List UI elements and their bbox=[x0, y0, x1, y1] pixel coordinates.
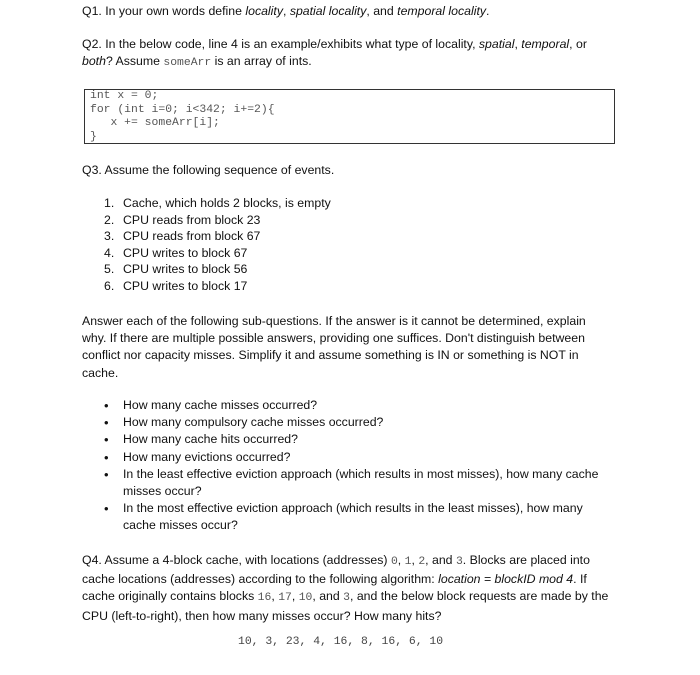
list-item: • How many evictions occurred? bbox=[104, 449, 291, 465]
list-item: 4. CPU writes to block 67 bbox=[104, 245, 248, 260]
bullet-icon: • bbox=[104, 398, 109, 413]
bullet-icon: • bbox=[104, 501, 109, 517]
code-line: for (int i=0; i<342; i+=2){ bbox=[90, 103, 275, 116]
event-list bbox=[104, 195, 331, 295]
list-item: • In the least effective eviction approach (which results in most misses), how many cache misses occur? bbox=[104, 466, 599, 499]
term-both: both bbox=[82, 54, 106, 69]
code-line: } bbox=[90, 130, 97, 143]
list-item: 3. CPU reads from block 67 bbox=[104, 229, 261, 244]
list-item: • How many cache hits occurred? bbox=[104, 432, 298, 448]
bullet-icon: • bbox=[104, 449, 109, 465]
subquestion-list bbox=[104, 397, 614, 535]
question-3-instructions: Answer each of the following sub-questions. If the answer is it cannot be determined, explain why. If there are multiple possible answers, providing one suffices. Don't distinguish between conflict nor capacity misses. Simplify it and assume something is IN or something is NOT in cache. bbox=[82, 314, 586, 380]
bullet-icon: • bbox=[104, 466, 109, 482]
placement-formula: location = blockID mod 4 bbox=[438, 572, 574, 587]
question-2: Q2. In the below code, line 4 is an example/exhibits what type of locality, spatial, temporal, or both? Assume someArr is an array of ints. bbox=[82, 37, 587, 70]
code-line: x += someArr[i]; bbox=[90, 117, 220, 130]
list-item: • How many cache misses occurred? bbox=[104, 398, 318, 413]
code-line: int x = 0; bbox=[90, 90, 159, 102]
block-request-sequence: 10, 3, 23, 4, 16, 8, 16, 6, 10 bbox=[238, 636, 444, 648]
question-1: Q1. In your own words define locality, spatial locality, and temporal locality. bbox=[82, 4, 490, 18]
term-temporal-locality: temporal locality bbox=[397, 4, 487, 18]
list-item: • How many compulsory cache misses occurred? bbox=[104, 415, 384, 431]
list-item: 2. CPU reads from block 23 bbox=[104, 212, 261, 227]
bullet-icon: • bbox=[104, 432, 109, 448]
term-temporal: temporal bbox=[521, 37, 570, 51]
question-4: Q4. Assume a 4-block cache, with locations (addresses) 0, 1, 2, and 3. Blocks are placed into cache locations (addresses) according to the following algorithm: location = blockID mod 4. If cache originally contains blocks 16, 17, 10, and 3, and the below block requests are made by the CPU (left-to-right), then how many misses occur? How many hits? bbox=[82, 553, 609, 623]
list-item: 1. Cache, which holds 2 blocks, is empty bbox=[104, 196, 331, 210]
list-item: • In the most effective eviction approach (which results in the least misses), how many cache misses occur? bbox=[104, 501, 583, 533]
code-block bbox=[84, 89, 615, 144]
question-3-intro: Q3. Assume the following sequence of events. bbox=[82, 163, 335, 177]
term-locality: locality bbox=[245, 4, 283, 18]
term-spatial: spatial bbox=[478, 37, 515, 51]
list-item: 6. CPU writes to block 17 bbox=[104, 278, 248, 293]
list-item: 5. CPU writes to block 56 bbox=[104, 262, 248, 277]
bullet-icon: • bbox=[104, 415, 109, 431]
inline-code-somearr: someArr bbox=[163, 57, 212, 70]
term-spatial-locality: spatial locality bbox=[289, 4, 367, 18]
